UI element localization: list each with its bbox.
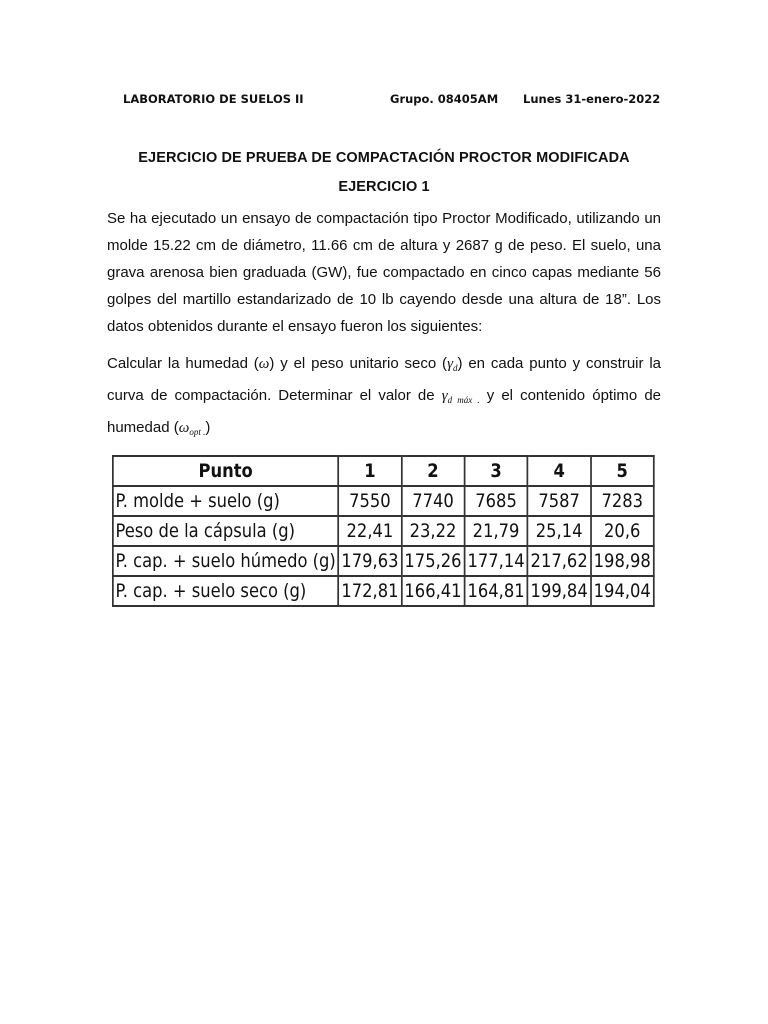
table-cell: 198,98 — [591, 546, 654, 576]
instructions-paragraph: Calcular la humedad (ω) y el peso unitario seco $(\gamma_d)$ en cada punto y construir la curva de compactación. Determinar el valor de $\gamma_{d máx .}$ y el contenido óptimo de humedad $(\omega_{opt .})$ — [107, 355, 662, 437]
table-cell: P. cap. + suelo húmedo (g) — [113, 546, 339, 576]
table-cell: 217,62 — [528, 546, 591, 576]
table-header-row — [113, 456, 654, 486]
table-cell: 20,6 — [591, 516, 654, 546]
table-header-cell: 5 — [591, 456, 654, 486]
exercise-title: EJERCICIO 1 — [338, 179, 430, 195]
table-cell: 177,14 — [465, 546, 528, 576]
table-cell: Peso de la cápsula (g) — [113, 516, 339, 546]
omega-symbol: ω — [258, 356, 270, 372]
header-course: LABORATORIO DE SUELOS II — [123, 92, 304, 106]
table-cell: 199,84 — [528, 576, 591, 606]
table-header-cell: 4 — [528, 456, 591, 486]
table-cell: 22,41 — [338, 516, 401, 546]
data-table-image — [112, 455, 657, 615]
problem-statement: Se ha ejecutado un ensayo de compactación tipo Proctor Modificado, utilizando un molde 15.22 cm de diámetro, 11.66 cm de altura y 2687 g de peso. El suelo, una grava arenosa bien graduada (GW), fue compactado en cinco capas mediante 56 golpes del martillo estandarizado de 10 lb cayendo desde una altura de 18”. Los datos obtenidos durante el ensayo fueron los siguientes: — [107, 210, 661, 335]
table-cell: 23,22 — [401, 516, 464, 546]
table-header-cell: 1 — [338, 456, 401, 486]
table-cell: 179,63 — [338, 546, 401, 576]
table-header-cell: Punto — [113, 456, 339, 486]
table-row — [113, 516, 654, 546]
table-row — [113, 576, 654, 606]
compaction-data-table — [112, 455, 655, 607]
table-cell: 166,41 — [401, 576, 464, 606]
table-cell: 194,04 — [591, 576, 654, 606]
table-cell: 164,81 — [465, 576, 528, 606]
table-cell: 7283 — [591, 486, 654, 516]
table-cell: 7550 — [338, 486, 401, 516]
table-header-cell: 2 — [401, 456, 464, 486]
page-header — [0, 92, 768, 110]
table-cell: 7685 — [465, 486, 528, 516]
table-cell: 7740 — [401, 486, 464, 516]
header-group: Grupo. 08405AM — [390, 92, 499, 106]
table-cell: 175,26 — [401, 546, 464, 576]
table-cell: 21,79 — [465, 516, 528, 546]
gamma-symbol: γ — [447, 356, 453, 372]
table-cell: 25,14 — [528, 516, 591, 546]
table-row — [113, 546, 654, 576]
table-header-cell: 3 — [465, 456, 528, 486]
header-date: Lunes 31-enero-2022 — [523, 92, 661, 106]
table-cell: P. molde + suelo (g) — [113, 486, 339, 516]
table-cell: 7587 — [528, 486, 591, 516]
table-cell: 172,81 — [338, 576, 401, 606]
table-row — [113, 486, 654, 516]
table-cell: P. cap. + suelo seco (g) — [113, 576, 339, 606]
document-title: EJERCICIO DE PRUEBA DE COMPACTACIÓN PROCTOR MODIFICADA — [138, 150, 630, 166]
